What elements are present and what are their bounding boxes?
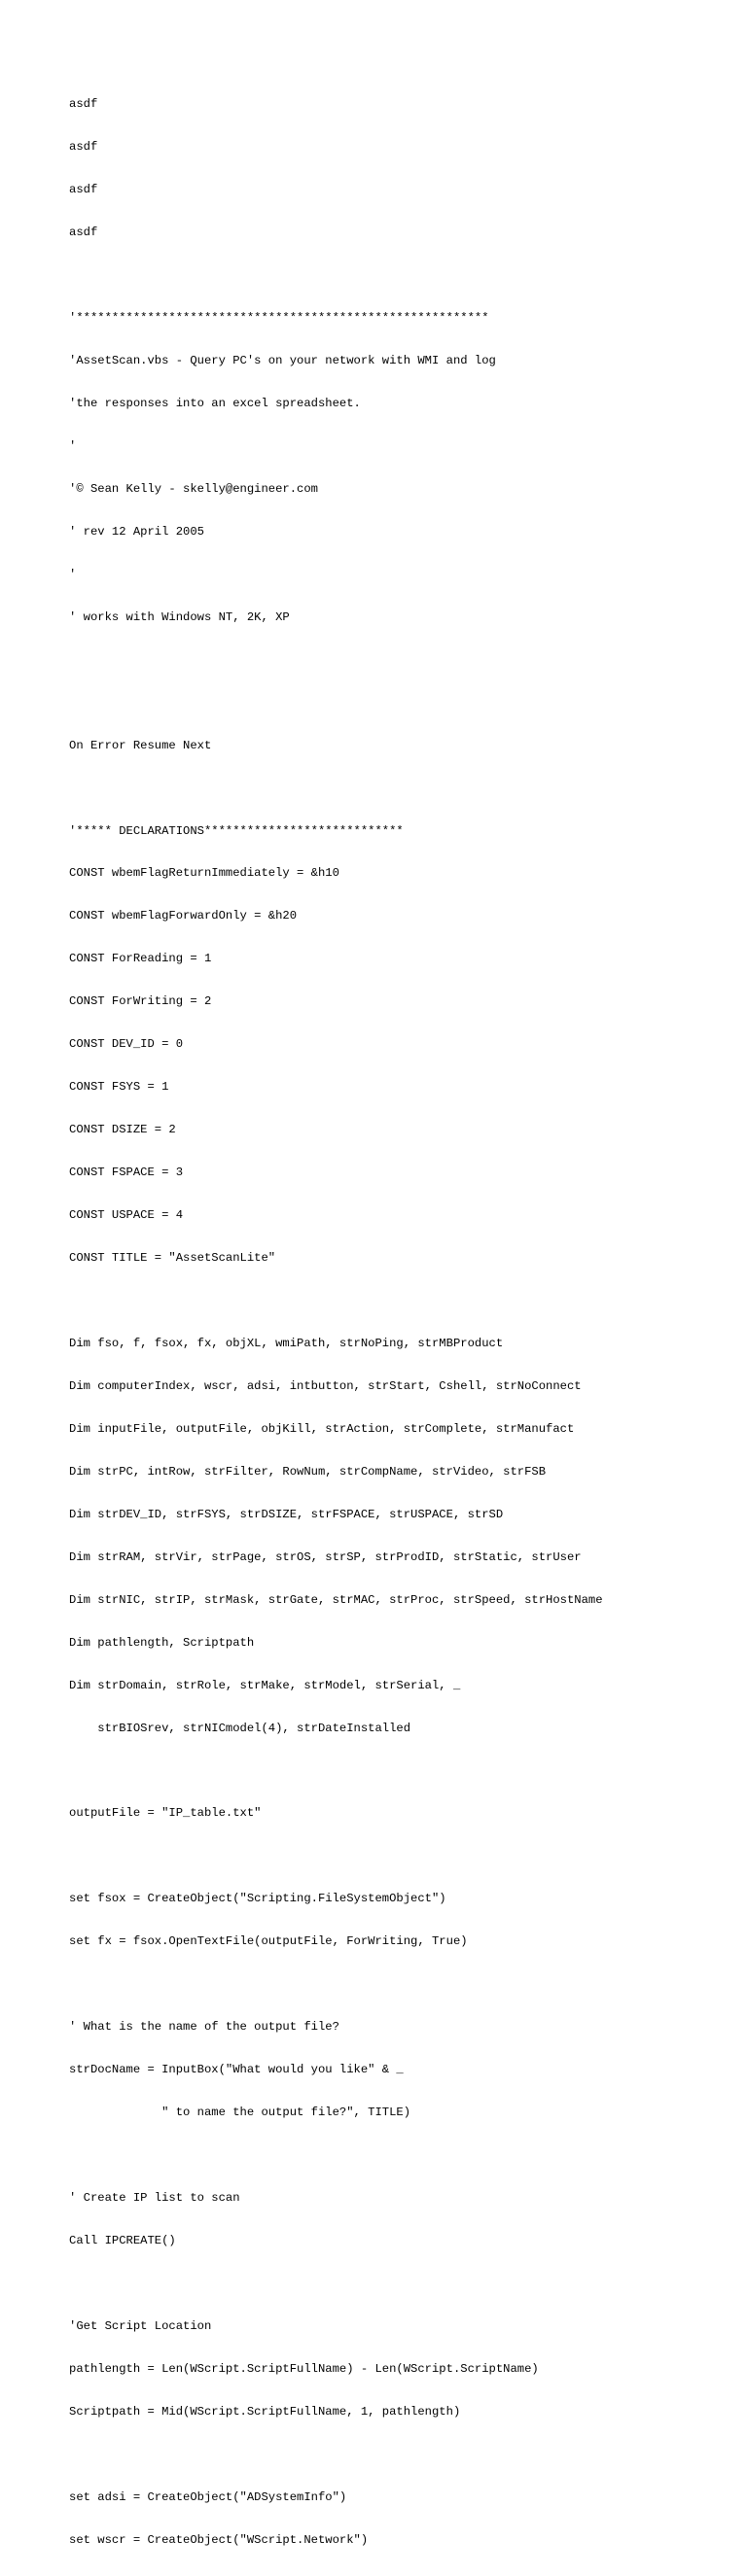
- code-line: strBIOSrev, strNICmodel(4), strDateInstalled: [69, 1721, 411, 1735]
- code-line: CONST DEV_ID = 0: [69, 1037, 184, 1052]
- code-line: " to name the output file?", TITLE): [69, 2106, 411, 2120]
- code-line: set fsox = CreateObject("Scripting.FileSystemObject"): [69, 1892, 446, 1906]
- code-line: 'AssetScan.vbs - Query PC's on your network with WMI and log: [69, 354, 496, 368]
- code-line: [69, 268, 730, 283]
- code-line: [69, 696, 730, 711]
- code-line: asdf: [69, 226, 98, 240]
- code-line: '***** DECLARATIONS****************************: [69, 823, 404, 838]
- code-line: [69, 2148, 730, 2163]
- code-line: CONST DSIZE = 2: [69, 1123, 176, 1137]
- code-line: 'the responses into an excel spreadsheet.: [69, 396, 361, 410]
- code-line: [69, 1977, 730, 1992]
- code-line: [69, 2448, 730, 2462]
- code-line: strDocName = InputBox("What would you like" & _: [69, 2063, 404, 2077]
- code-line: Dim strDEV_ID, strFSYS, strDSIZE, strFSPACE, strUSPACE, strSD: [69, 1507, 504, 1521]
- code-line: ' Create IP list to scan: [69, 2191, 240, 2206]
- code-line: Dim strRAM, strVir, strPage, strOS, strSP, strProdID, strStatic, strUser: [69, 1549, 582, 1564]
- code-line: CONST ForWriting = 2: [69, 994, 212, 1009]
- code-line: Dim strDomain, strRole, strMake, strModel, strSerial, _: [69, 1678, 461, 1692]
- code-line: set wscr = CreateObject("WScript.Network"): [69, 2532, 369, 2547]
- code-line: asdf: [69, 140, 98, 155]
- code-line: CONST USPACE = 4: [69, 1208, 184, 1223]
- code-listing: [69, 69, 730, 2576]
- code-line: '**********************************************************: [69, 311, 489, 326]
- code-line: ': [69, 438, 77, 453]
- code-line: [69, 782, 730, 796]
- code-line: [69, 653, 730, 668]
- code-line: On Error Resume Next: [69, 738, 212, 752]
- code-line: [69, 1294, 730, 1308]
- code-line: Dim pathlength, Scriptpath: [69, 1635, 255, 1650]
- code-line: Dim strNIC, strIP, strMask, strGate, strMAC, strProc, strSpeed, strHostName: [69, 1592, 603, 1607]
- code-line: asdf: [69, 183, 98, 197]
- code-line: [69, 1849, 730, 1863]
- code-line: Call IPCREATE(): [69, 2233, 176, 2247]
- code-line: outputFile = "IP_table.txt": [69, 1806, 262, 1821]
- code-line: [69, 1763, 730, 1778]
- code-line: ' What is the name of the output file?: [69, 2020, 339, 2035]
- code-line: CONST wbemFlagForwardOnly = &h20: [69, 909, 298, 923]
- code-line: '© Sean Kelly - skelly@engineer.com: [69, 481, 318, 496]
- code-line: CONST FSPACE = 3: [69, 1166, 184, 1180]
- code-line: CONST ForReading = 1: [69, 952, 212, 966]
- code-line: CONST TITLE = "AssetScanLite": [69, 1251, 276, 1266]
- code-line: ' works with Windows NT, 2K, XP: [69, 609, 290, 624]
- code-line: 'Get Script Location: [69, 2318, 212, 2333]
- code-line: CONST wbemFlagReturnImmediately = &h10: [69, 866, 339, 881]
- code-line: Dim inputFile, outputFile, objKill, strAction, strComplete, strManufact: [69, 1421, 575, 1436]
- code-line: Dim computerIndex, wscr, adsi, intbutton, strStart, Cshell, strNoConnect: [69, 1378, 582, 1393]
- code-line: Dim fso, f, fsox, fx, objXL, wmiPath, strNoPing, strMBProduct: [69, 1336, 504, 1350]
- code-line: CONST FSYS = 1: [69, 1080, 169, 1095]
- code-line: Dim strPC, intRow, strFilter, RowNum, strCompName, strVideo, strFSB: [69, 1464, 547, 1479]
- code-line: set adsi = CreateObject("ADSystemInfo"): [69, 2489, 347, 2504]
- code-line: pathlength = Len(WScript.ScriptFullName) - Len(WScript.ScriptName): [69, 2361, 539, 2376]
- code-line: set fx = fsox.OpenTextFile(outputFile, ForWriting, True): [69, 1934, 468, 1949]
- code-line: ': [69, 567, 77, 581]
- code-line: asdf: [69, 97, 98, 112]
- code-line: Scriptpath = Mid(WScript.ScriptFullName, 1, pathlength): [69, 2404, 461, 2419]
- code-line: [69, 2277, 730, 2291]
- code-line: ' rev 12 April 2005: [69, 524, 204, 539]
